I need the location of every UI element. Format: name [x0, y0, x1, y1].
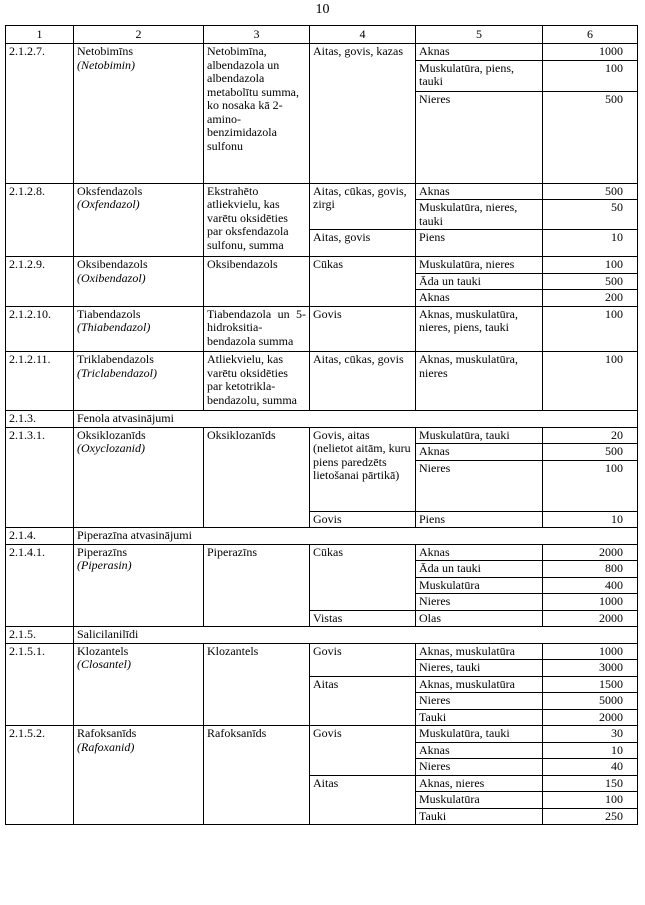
mrl-value: 100: [543, 352, 638, 411]
item-code: 2.1.2.8.: [6, 183, 74, 257]
section-row: [6, 627, 638, 644]
mrl-value: 30: [543, 726, 638, 743]
mrl-value: 2000: [543, 544, 638, 561]
section-row: [6, 411, 638, 428]
animal-species: Aitas, govis: [310, 230, 416, 257]
animal-species: Govis: [310, 511, 416, 528]
mrl-value: 400: [543, 577, 638, 594]
marker-residue: Netobimīna, albendazola un albendazola metabolītu summa, ko nosaka kā 2-amino-benzimidazola sulfonu: [204, 44, 310, 184]
animal-species: Aitas, cūkas, govis, zirgi: [310, 183, 416, 230]
section-title: Fenola atvasinājumi: [74, 411, 638, 428]
target-tissue: Muskulatūra: [416, 792, 543, 809]
substance-latin: (Thiabendazol): [77, 320, 151, 334]
substance-name: Klozantels: [77, 643, 129, 658]
target-tissue: Aknas, nieres: [416, 775, 543, 792]
animal-species: Govis, aitas (nelietot aitām, kuru piens paredzēts lietošanai pārtikā): [310, 427, 416, 511]
target-tissue: Muskulatūra, piens, tauki: [416, 60, 543, 91]
target-tissue: Nieres: [416, 594, 543, 611]
target-tissue: Aknas, muskulatūra, nieres, piens, tauki: [416, 306, 543, 352]
item-code: 2.1.2.10.: [6, 306, 74, 352]
section-code: 2.1.4.: [6, 528, 74, 545]
substance-name: Oksiklozanīds: [77, 427, 146, 442]
substance-cell: [74, 427, 204, 528]
table-row: [6, 544, 638, 561]
table-row: [6, 427, 638, 444]
substance-name: Netobimīns: [77, 44, 133, 58]
mrl-value: 10: [543, 230, 638, 257]
target-tissue: Āda un tauki: [416, 273, 543, 290]
substance-latin: (Closantel): [77, 657, 131, 671]
substance-cell: [74, 726, 204, 825]
table-row: [6, 183, 638, 200]
target-tissue: Aknas: [416, 183, 543, 200]
mrl-value: 200: [543, 290, 638, 307]
substance-name: Rafoksanīds: [77, 726, 137, 740]
section-title: Salicilanilīdi: [74, 627, 638, 644]
substance-cell: [74, 643, 204, 726]
substance-latin: (Oxyclozanid): [77, 441, 145, 455]
target-tissue: Muskulatūra, tauki: [416, 726, 543, 743]
animal-species: Cūkas: [310, 257, 416, 307]
header-cell: 2: [74, 26, 204, 44]
substance-name: Piperazīns: [77, 544, 127, 559]
target-tissue: Muskulatūra, tauki: [416, 427, 543, 444]
section-code: 2.1.3.: [6, 411, 74, 428]
substance-latin: (Rafoxanid): [77, 739, 135, 754]
substance-latin: (Netobimin): [77, 57, 135, 72]
page-number: 10: [315, 2, 330, 17]
mrl-value: 250: [543, 808, 638, 825]
animal-species: Aitas, govis, kazas: [310, 44, 416, 184]
substance-cell: [74, 257, 204, 307]
header-cell: 3: [204, 26, 310, 44]
target-tissue: Aknas: [416, 544, 543, 561]
target-tissue: Piens: [416, 511, 543, 528]
section-row: [6, 528, 638, 545]
animal-species: Govis: [310, 726, 416, 776]
mrl-value: 1000: [543, 44, 638, 61]
mrl-value: 3000: [543, 660, 638, 677]
mrl-value: 100: [543, 60, 638, 91]
header-cell: 6: [543, 26, 638, 44]
mrl-value: 50: [543, 200, 638, 230]
mrl-value: 10: [543, 742, 638, 759]
animal-species: Govis: [310, 643, 416, 676]
target-tissue: Nieres: [416, 460, 543, 511]
substance-latin: (Oxibendazol): [77, 270, 146, 285]
mrl-value: 1500: [543, 676, 638, 693]
substance-cell: [74, 44, 204, 184]
mrl-value: 100: [543, 257, 638, 274]
marker-residue: Oksiklozanīds: [204, 427, 310, 528]
target-tissue: Muskulatūra, nieres: [416, 257, 543, 274]
substance-latin: (Piperasin): [77, 558, 132, 572]
substance-latin: (Oxfendazol): [77, 197, 140, 211]
mrl-value: 100: [543, 460, 638, 511]
mrl-value: 800: [543, 561, 638, 578]
marker-residue: Klozantels: [204, 643, 310, 726]
substance-name: Triklabendazols: [77, 352, 154, 366]
target-tissue: Tauki: [416, 709, 543, 726]
mrl-value: 500: [543, 444, 638, 461]
substance-cell: [74, 306, 204, 352]
target-tissue: Aknas: [416, 290, 543, 307]
table-row: [6, 306, 638, 352]
mrl-value: 40: [543, 759, 638, 776]
animal-species: Aitas: [310, 775, 416, 825]
mrl-value: 100: [543, 306, 638, 352]
marker-residue: Tiabendazola un 5-hidroksitia-bendazola summa: [204, 306, 310, 352]
mrl-value: 1000: [543, 594, 638, 611]
substance-cell: [74, 183, 204, 257]
marker-residue: Ekstrahēto atliekvielu, kas varētu oksidēties par oksfendazola sulfonu, summa: [204, 183, 310, 257]
mrl-value: 5000: [543, 693, 638, 710]
item-code: 2.1.2.11.: [6, 352, 74, 411]
target-tissue: Nieres, tauki: [416, 660, 543, 677]
marker-residue: Rafoksanīds: [204, 726, 310, 825]
animal-species: Vistas: [310, 610, 416, 627]
target-tissue: Muskulatūra: [416, 577, 543, 594]
marker-residue: Oksibendazols: [204, 257, 310, 307]
mrl-value: 2000: [543, 709, 638, 726]
animal-species: Aitas, cūkas, govis: [310, 352, 416, 411]
substance-cell: [74, 544, 204, 627]
mrl-value: 10: [543, 511, 638, 528]
target-tissue: Aknas, muskulatūra, nieres: [416, 352, 543, 411]
target-tissue: Muskulatūra, nieres, tauki: [416, 200, 543, 230]
section-title: Piperazīna atvasinājumi: [74, 528, 638, 545]
mrl-value: 500: [543, 91, 638, 183]
target-tissue: Piens: [416, 230, 543, 257]
target-tissue: Nieres: [416, 693, 543, 710]
table-row: [6, 726, 638, 743]
substance-cell: [74, 352, 204, 411]
header-cell: 1: [6, 26, 74, 44]
residue-limits-table: [5, 25, 638, 825]
section-code: 2.1.5.: [6, 627, 74, 644]
mrl-value: 150: [543, 775, 638, 792]
animal-species: Cūkas: [310, 544, 416, 610]
mrl-value: 1000: [543, 643, 638, 660]
marker-residue: Piperazīns: [204, 544, 310, 627]
target-tissue: Aknas, muskulatūra: [416, 643, 543, 660]
header-cell: 4: [310, 26, 416, 44]
table-row: [6, 643, 638, 660]
item-code: 2.1.4.1.: [6, 544, 74, 627]
table-row: [6, 44, 638, 61]
substance-latin: (Triclabendazol): [77, 365, 157, 380]
target-tissue: Nieres: [416, 91, 543, 183]
marker-residue: Atliekvielu, kas varētu oksidēties par ketotrikla-bendazolu, summa: [204, 352, 310, 411]
target-tissue: Aknas: [416, 44, 543, 61]
item-code: 2.1.5.2.: [6, 726, 74, 825]
table-row: [6, 257, 638, 274]
target-tissue: Aknas: [416, 742, 543, 759]
mrl-value: 500: [543, 183, 638, 200]
item-code: 2.1.2.7.: [6, 44, 74, 184]
table-row: [6, 352, 638, 411]
item-code: 2.1.5.1.: [6, 643, 74, 726]
header-row: [6, 26, 638, 44]
mrl-value: 20: [543, 427, 638, 444]
mrl-value: 2000: [543, 610, 638, 627]
substance-name: Oksibendazols: [77, 257, 148, 271]
animal-species: Aitas: [310, 676, 416, 726]
substance-name: Tiabendazols: [77, 306, 141, 321]
mrl-value: 500: [543, 273, 638, 290]
target-tissue: Aknas: [416, 444, 543, 461]
animal-species: Govis: [310, 306, 416, 352]
target-tissue: Olas: [416, 610, 543, 627]
header-cell: 5: [416, 26, 543, 44]
item-code: 2.1.3.1.: [6, 427, 74, 528]
target-tissue: Aknas, muskulatūra: [416, 676, 543, 693]
target-tissue: Āda un tauki: [416, 561, 543, 578]
mrl-value: 100: [543, 792, 638, 809]
target-tissue: Nieres: [416, 759, 543, 776]
target-tissue: Tauki: [416, 808, 543, 825]
item-code: 2.1.2.9.: [6, 257, 74, 307]
substance-name: Oksfendazols: [77, 183, 143, 198]
